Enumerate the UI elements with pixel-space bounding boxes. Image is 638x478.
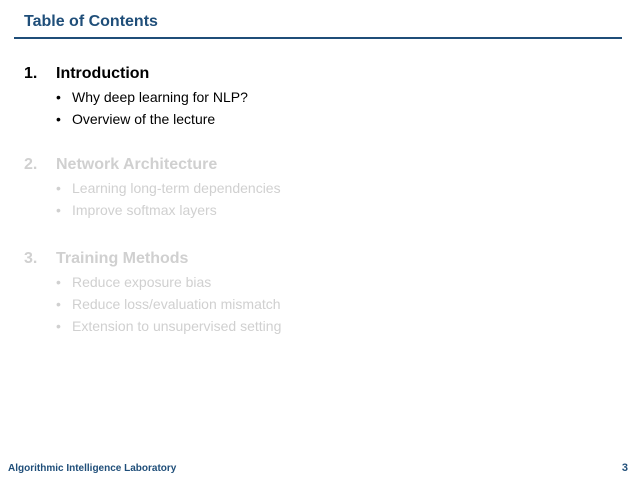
bullet-dot-icon: • [56, 111, 61, 127]
bullet-list [24, 86, 248, 130]
bullet-dot-icon: • [56, 202, 61, 218]
bullet-text: Extension to unsupervised setting [72, 318, 282, 334]
section-title: Training Methods [56, 250, 189, 267]
list-item [24, 108, 248, 130]
bullet-text: Learning long-term dependencies [72, 180, 281, 196]
bullet-text: Why deep learning for NLP? [72, 89, 248, 105]
bullet-text: Overview of the lecture [72, 111, 216, 127]
section-introduction [24, 64, 248, 130]
bullet-dot-icon: • [56, 274, 61, 290]
section-network-architecture [24, 155, 281, 221]
list-item [24, 315, 281, 337]
footer-lab-name: Algorithmic Intelligence Laboratory [8, 463, 177, 474]
section-heading [24, 64, 248, 84]
list-item [24, 86, 248, 108]
section-number: 2. [24, 156, 38, 173]
bullet-list [24, 271, 281, 337]
section-heading [24, 249, 281, 269]
bullet-dot-icon: • [56, 318, 61, 334]
section-number: 1. [24, 65, 38, 82]
list-item [24, 293, 281, 315]
section-title: Network Architecture [56, 156, 218, 173]
bullet-list [24, 177, 281, 221]
list-item [24, 177, 281, 199]
bullet-text: Reduce exposure bias [72, 274, 212, 290]
footer-page-number: 3 [621, 462, 628, 474]
section-training-methods [24, 249, 281, 337]
bullet-dot-icon: • [56, 89, 61, 105]
list-item [24, 271, 281, 293]
bullet-dot-icon: • [56, 296, 61, 312]
list-item [24, 199, 281, 221]
section-title: Introduction [56, 65, 150, 82]
slide-title: Table of Contents [24, 13, 158, 30]
bullet-text: Improve softmax layers [72, 202, 217, 218]
section-number: 3. [24, 250, 38, 267]
title-divider [14, 37, 622, 39]
section-heading [24, 155, 281, 175]
bullet-dot-icon: • [56, 180, 61, 196]
bullet-text: Reduce loss/evaluation mismatch [72, 296, 281, 312]
